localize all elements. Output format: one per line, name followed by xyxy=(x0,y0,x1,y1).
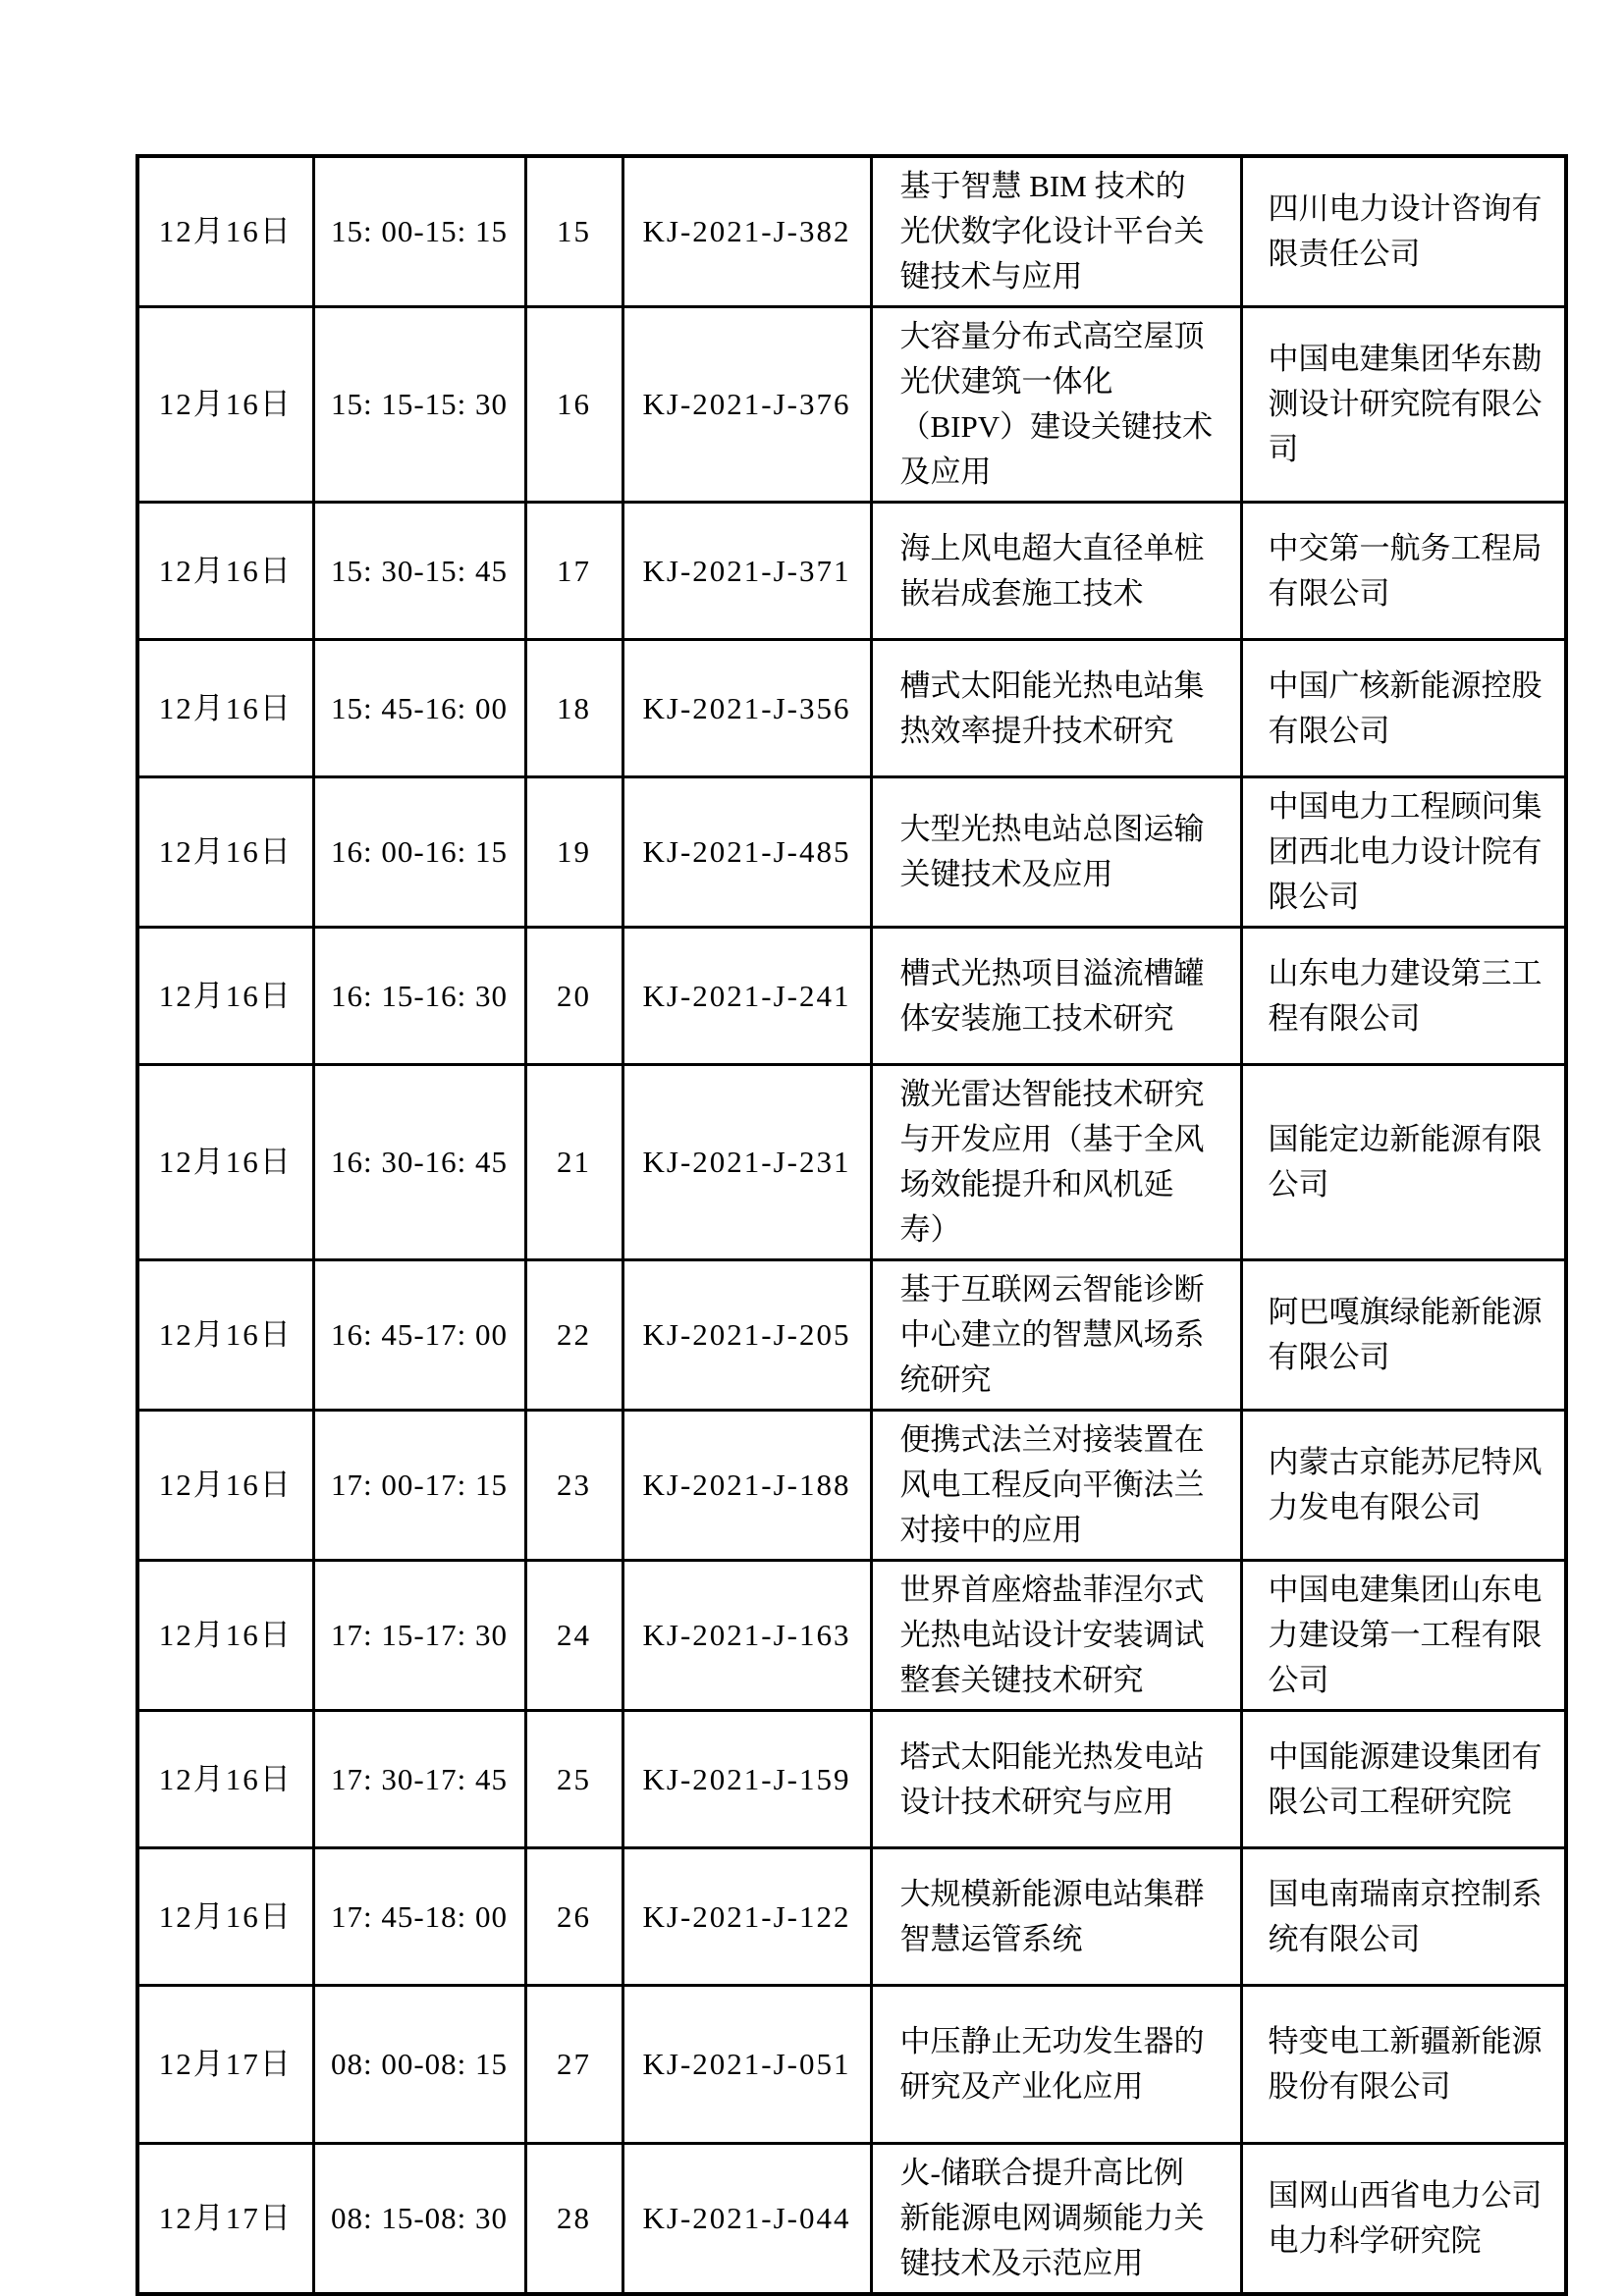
cell-organization: 中国能源建设集团有限公司工程研究院 xyxy=(1241,1711,1566,1848)
cell-project-title: 基于智慧 BIM 技术的光伏数字化设计平台关键技术与应用 xyxy=(871,156,1241,307)
cell-number: 23 xyxy=(525,1411,623,1561)
cell-project-code: KJ-2021-J-159 xyxy=(623,1711,871,1848)
cell-project-title: 中压静止无功发生器的研究及产业化应用 xyxy=(871,1986,1241,2144)
cell-project-title: 槽式光热项目溢流槽罐体安装施工技术研究 xyxy=(871,928,1241,1065)
cell-project-title: 世界首座熔盐菲涅尔式光热电站设计安装调试整套关键技术研究 xyxy=(871,1561,1241,1711)
cell-date: 12月17日 xyxy=(137,2144,313,2295)
table-row xyxy=(137,2144,1566,2295)
cell-organization: 中国电建集团山东电力建设第一工程有限公司 xyxy=(1241,1561,1566,1711)
schedule-table xyxy=(135,154,1568,2296)
cell-project-code: KJ-2021-J-051 xyxy=(623,1986,871,2144)
cell-date: 12月16日 xyxy=(137,1260,313,1411)
cell-time: 15: 45-16: 00 xyxy=(313,640,525,777)
table-row xyxy=(137,503,1566,640)
schedule-table-body xyxy=(137,156,1566,2294)
cell-number: 24 xyxy=(525,1561,623,1711)
cell-project-title: 火-储联合提升高比例新能源电网调频能力关键技术及示范应用 xyxy=(871,2144,1241,2295)
table-row xyxy=(137,928,1566,1065)
table-row xyxy=(137,1848,1566,1986)
cell-number: 19 xyxy=(525,777,623,928)
table-row xyxy=(137,307,1566,503)
table-row xyxy=(137,640,1566,777)
cell-number: 20 xyxy=(525,928,623,1065)
cell-project-title: 海上风电超大直径单桩嵌岩成套施工技术 xyxy=(871,503,1241,640)
table-row xyxy=(137,1561,1566,1711)
cell-project-code: KJ-2021-J-163 xyxy=(623,1561,871,1711)
cell-date: 12月16日 xyxy=(137,1848,313,1986)
cell-number: 22 xyxy=(525,1260,623,1411)
cell-time: 15: 00-15: 15 xyxy=(313,156,525,307)
cell-number: 15 xyxy=(525,156,623,307)
cell-project-title: 槽式太阳能光热电站集热效率提升技术研究 xyxy=(871,640,1241,777)
cell-project-code: KJ-2021-J-044 xyxy=(623,2144,871,2295)
cell-organization: 国能定边新能源有限公司 xyxy=(1241,1065,1566,1260)
table-row xyxy=(137,1711,1566,1848)
cell-project-code: KJ-2021-J-205 xyxy=(623,1260,871,1411)
cell-date: 12月16日 xyxy=(137,156,313,307)
cell-project-title: 大容量分布式高空屋顶光伏建筑一体化（BIPV）建设关键技术及应用 xyxy=(871,307,1241,503)
table-row xyxy=(137,1411,1566,1561)
cell-project-code: KJ-2021-J-231 xyxy=(623,1065,871,1260)
cell-date: 12月16日 xyxy=(137,307,313,503)
cell-organization: 中国广核新能源控股有限公司 xyxy=(1241,640,1566,777)
cell-time: 17: 30-17: 45 xyxy=(313,1711,525,1848)
cell-organization: 中国电建集团华东勘测设计研究院有限公司 xyxy=(1241,307,1566,503)
cell-time: 16: 00-16: 15 xyxy=(313,777,525,928)
table-row xyxy=(137,1986,1566,2144)
cell-time: 17: 45-18: 00 xyxy=(313,1848,525,1986)
cell-project-title: 大型光热电站总图运输关键技术及应用 xyxy=(871,777,1241,928)
cell-project-title: 大规模新能源电站集群智慧运管系统 xyxy=(871,1848,1241,1986)
cell-project-code: KJ-2021-J-376 xyxy=(623,307,871,503)
table-row xyxy=(137,156,1566,307)
cell-time: 16: 45-17: 00 xyxy=(313,1260,525,1411)
cell-date: 12月16日 xyxy=(137,640,313,777)
cell-time: 15: 15-15: 30 xyxy=(313,307,525,503)
cell-organization: 山东电力建设第三工程有限公司 xyxy=(1241,928,1566,1065)
cell-project-code: KJ-2021-J-371 xyxy=(623,503,871,640)
cell-number: 16 xyxy=(525,307,623,503)
cell-organization: 内蒙古京能苏尼特风力发电有限公司 xyxy=(1241,1411,1566,1561)
cell-organization: 中国电力工程顾问集团西北电力设计院有限公司 xyxy=(1241,777,1566,928)
cell-organization: 国电南瑞南京控制系统有限公司 xyxy=(1241,1848,1566,1986)
cell-number: 21 xyxy=(525,1065,623,1260)
cell-number: 26 xyxy=(525,1848,623,1986)
cell-time: 15: 30-15: 45 xyxy=(313,503,525,640)
cell-organization: 国网山西省电力公司电力科学研究院 xyxy=(1241,2144,1566,2295)
cell-time: 16: 15-16: 30 xyxy=(313,928,525,1065)
cell-time: 16: 30-16: 45 xyxy=(313,1065,525,1260)
cell-date: 12月16日 xyxy=(137,503,313,640)
cell-date: 12月16日 xyxy=(137,1561,313,1711)
table-row xyxy=(137,1260,1566,1411)
cell-project-code: KJ-2021-J-485 xyxy=(623,777,871,928)
cell-project-code: KJ-2021-J-241 xyxy=(623,928,871,1065)
table-row xyxy=(137,1065,1566,1260)
cell-time: 17: 15-17: 30 xyxy=(313,1561,525,1711)
cell-project-code: KJ-2021-J-382 xyxy=(623,156,871,307)
cell-project-title: 便携式法兰对接装置在风电工程反向平衡法兰对接中的应用 xyxy=(871,1411,1241,1561)
cell-number: 28 xyxy=(525,2144,623,2295)
cell-number: 18 xyxy=(525,640,623,777)
cell-project-code: KJ-2021-J-356 xyxy=(623,640,871,777)
cell-organization: 阿巴嘎旗绿能新能源有限公司 xyxy=(1241,1260,1566,1411)
cell-project-title: 基于互联网云智能诊断中心建立的智慧风场系统研究 xyxy=(871,1260,1241,1411)
cell-number: 27 xyxy=(525,1986,623,2144)
cell-organization: 中交第一航务工程局有限公司 xyxy=(1241,503,1566,640)
cell-project-title: 塔式太阳能光热发电站设计技术研究与应用 xyxy=(871,1711,1241,1848)
table-row xyxy=(137,777,1566,928)
cell-number: 25 xyxy=(525,1711,623,1848)
cell-date: 12月16日 xyxy=(137,1711,313,1848)
cell-date: 12月16日 xyxy=(137,1411,313,1561)
cell-date: 12月16日 xyxy=(137,1065,313,1260)
cell-organization: 四川电力设计咨询有限责任公司 xyxy=(1241,156,1566,307)
cell-project-code: KJ-2021-J-188 xyxy=(623,1411,871,1561)
cell-time: 08: 15-08: 30 xyxy=(313,2144,525,2295)
cell-number: 17 xyxy=(525,503,623,640)
cell-date: 12月17日 xyxy=(137,1986,313,2144)
cell-date: 12月16日 xyxy=(137,777,313,928)
cell-time: 08: 00-08: 15 xyxy=(313,1986,525,2144)
cell-project-title: 激光雷达智能技术研究与开发应用（基于全风场效能提升和风机延寿） xyxy=(871,1065,1241,1260)
cell-organization: 特变电工新疆新能源股份有限公司 xyxy=(1241,1986,1566,2144)
cell-time: 17: 00-17: 15 xyxy=(313,1411,525,1561)
cell-date: 12月16日 xyxy=(137,928,313,1065)
cell-project-code: KJ-2021-J-122 xyxy=(623,1848,871,1986)
